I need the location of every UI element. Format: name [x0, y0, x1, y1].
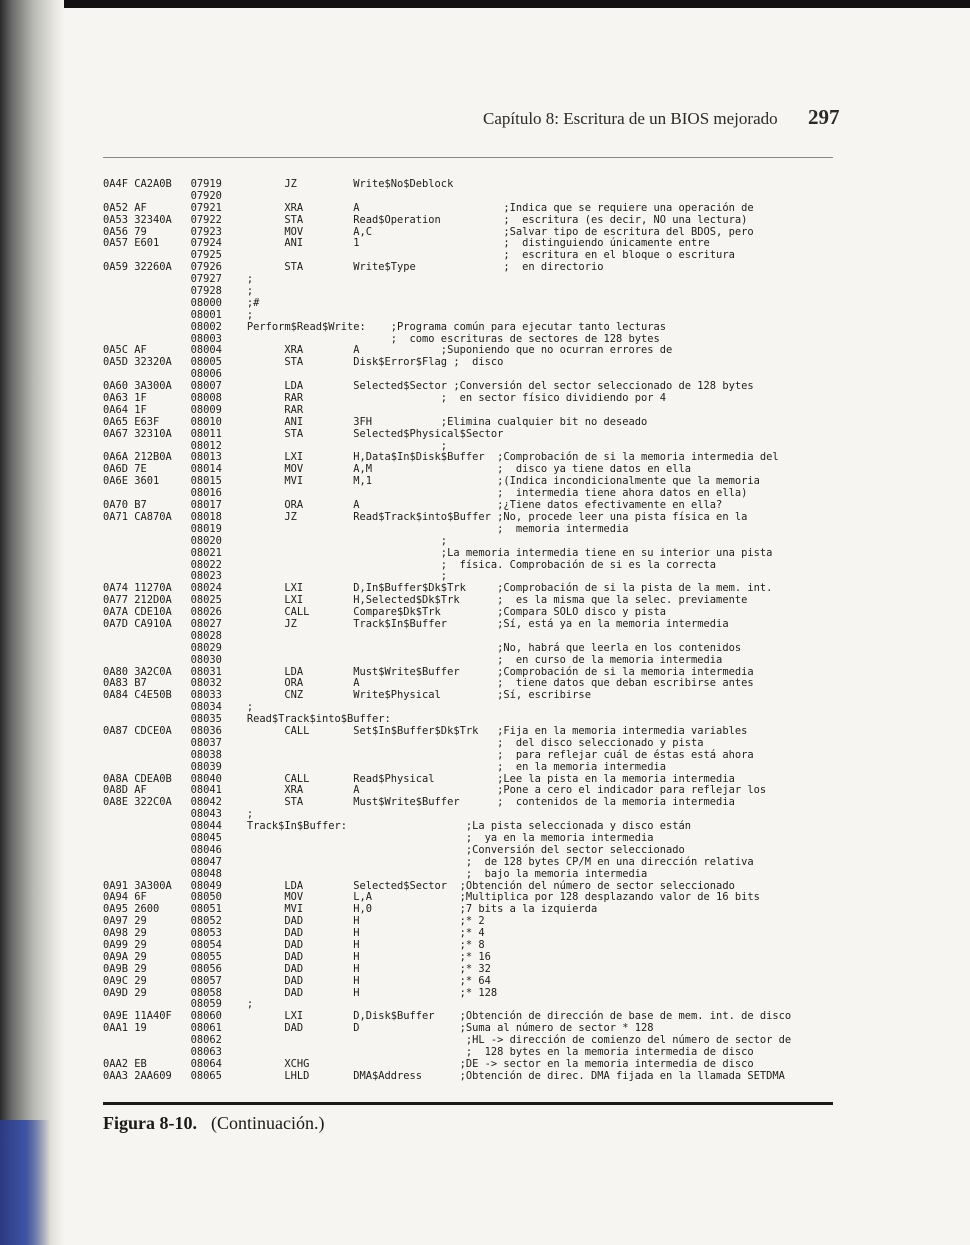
code-line: 0A9C 29 08057 DAD H ;* 64 — [103, 974, 491, 987]
page-number: 297 — [808, 105, 840, 129]
code-line: 08030 ; en curso de la memoria intermedia — [103, 653, 723, 666]
code-line: 08016 ; intermedia tiene ahora datos en ella) — [103, 487, 748, 500]
code-line: 08000 ;# — [103, 296, 260, 309]
code-line: 0A5D 32320A 08005 STA Disk$Error$Flag ; disco — [103, 356, 504, 369]
chapter-title: Capítulo 8: Escritura de un BIOS mejorado — [483, 109, 778, 128]
code-line: 08048 ; bajo la memoria intermedia — [103, 867, 648, 880]
code-line: 0A80 3A2C0A 08031 LDA Must$Write$Buffer ;Comprobación de si la memoria intermedia — [103, 665, 754, 678]
code-line: 08038 ; para reflejar cuál de éstas está ahora — [103, 748, 754, 761]
code-line: 0A6E 3601 08015 MVI M,1 ;(Indica incondicionalmente que la memoria — [103, 475, 760, 488]
code-line: 08035 Read$Track$into$Buffer: — [103, 713, 391, 726]
code-line: 0A52 AF 07921 XRA A ;Indica que se requiere una operación de — [103, 201, 754, 214]
page-header — [483, 105, 843, 135]
code-line: 08046 ;Conversión del sector seleccionado — [103, 843, 685, 856]
code-line: 0A53 32340A 07922 STA Read$Operation ; escritura (es decir, NO una lectura) — [103, 213, 748, 226]
code-line: 0AA1 19 08061 DAD D ;Suma al número de sector * 128 — [103, 1022, 654, 1035]
book-spine-edge — [0, 1120, 50, 1245]
code-line: 07925 ; escritura en el bloque o escritura — [103, 249, 735, 262]
code-line: 0A94 6F 08050 MOV L,A ;Multiplica por 128 desplazando valor de 16 bits — [103, 891, 760, 904]
code-line: 08003 ; como escrituras de sectores de 128 bytes — [103, 332, 660, 345]
code-line: 07920 — [103, 189, 222, 202]
code-line: 0A91 3A300A 08049 LDA Selected$Sector ;Obtención del número de sector seleccionado — [103, 879, 735, 892]
code-line: 08045 ; ya en la memoria intermedia — [103, 831, 654, 844]
code-line: 08006 — [103, 368, 222, 381]
code-line: 0A57 E601 07924 ANI 1 ; distinguiendo únicamente entre — [103, 237, 710, 250]
figure-label: Figura 8-10. — [103, 1113, 197, 1133]
code-line: 08034 ; — [103, 701, 254, 714]
code-line: 0A6D 7E 08014 MOV A,M ; disco ya tiene datos en ella — [103, 463, 692, 476]
code-line: 0A9D 29 08058 DAD H ;* 128 — [103, 986, 498, 999]
code-line: 08039 ; en la memoria intermedia — [103, 760, 667, 773]
code-listing-frame — [103, 157, 833, 1105]
code-line: 0A99 29 08054 DAD H ;* 8 — [103, 939, 485, 951]
code-line: 0AA2 EB 08064 XCHG ;DE -> sector en la memoria intermedia de disco — [103, 1057, 754, 1070]
code-line: 0A83 B7 08032 ORA A ; tiene datos que deban escribirse antes — [103, 677, 754, 690]
code-line: 08047 ; de 128 bytes CP/M en una dirección relativa — [103, 855, 754, 868]
code-line: 0A65 E63F 08010 ANI 3FH ;Elimina cualquier bit no deseado — [103, 415, 648, 428]
code-line: 08044 Track$In$Buffer: ;La pista seleccionada y disco están — [103, 820, 692, 833]
code-line: 0A8E 322C0A 08042 STA Must$Write$Buffer ; contenidos de la memoria intermedia — [103, 796, 735, 809]
code-line: 0A98 29 08053 DAD H ;* 4 — [103, 927, 485, 940]
figure-caption — [103, 1113, 324, 1137]
code-line: 0A87 CDCE0A 08036 CALL Set$In$Buffer$Dk$Trk ;Fija en la memoria intermedia variables — [103, 724, 748, 737]
code-line: 0A64 1F 08009 RAR — [103, 403, 304, 416]
code-line: 08012 ; — [103, 439, 448, 452]
code-line: 0A70 B7 08017 ORA A ;¿Tiene datos efectivamente en ella? — [103, 499, 723, 512]
code-line: 0A56 79 07923 MOV A,C ;Salvar tipo de escritura del BDOS, pero — [103, 225, 754, 238]
code-line: 0A6A 212B0A 08013 LXI H,Data$In$Disk$Buffer ;Comprobación de si la memoria intermedia del — [103, 451, 779, 464]
code-line: 0A9B 29 08056 DAD H ;* 32 — [103, 962, 491, 975]
code-line: 07928 ; — [103, 285, 254, 298]
code-line: 0A59 32260A 07926 STA Write$Type ; en directorio — [103, 261, 604, 274]
code-line: 0A5C AF 08004 XRA A ;Suponiendo que no ocurran errores de — [103, 344, 673, 357]
code-line: 08021 ;La memoria intermedia tiene en su interior una pista — [103, 546, 773, 559]
code-line: 0A74 11270A 08024 LXI D,In$Buffer$Dk$Trk ;Comprobación de si la pista de la mem. int. — [103, 582, 773, 595]
code-line: 08023 ; — [103, 570, 448, 583]
book-binding-shadow — [0, 0, 64, 1245]
code-line: 0A63 1F 08008 RAR ; en sector físico dividiendo por 4 — [103, 392, 667, 405]
code-line: 08019 ; memoria intermedia — [103, 522, 629, 535]
code-line: 0A8D AF 08041 XRA A ;Pone a cero el indicador para reflejar los — [103, 784, 767, 797]
code-line: 08063 ; 128 bytes en la memoria intermedia de disco — [103, 1046, 754, 1059]
code-line: 0AA3 2AA609 08065 LHLD DMA$Address ;Obtención de direc. DMA fijada en la llamada SETDMA — [103, 1069, 785, 1082]
code-line: 0A71 CA870A 08018 JZ Read$Track$into$Buffer ;No, procede leer una pista física en la — [103, 510, 748, 523]
code-line: 08043 ; — [103, 808, 254, 821]
code-line: 08020 ; — [103, 534, 448, 547]
code-line: 07927 ; — [103, 273, 254, 286]
code-line: 0A60 3A300A 08007 LDA Selected$Sector ;Conversión del sector seleccionado de 128 bytes — [103, 380, 754, 393]
code-line: 08037 ; del disco seleccionado y pista — [103, 736, 704, 749]
code-line: 08028 — [103, 629, 222, 642]
code-line: 08022 ; física. Comprobación de si es la correcta — [103, 558, 717, 571]
code-line: 0A67 32310A 08011 STA Selected$Physical$Sector — [103, 427, 504, 440]
code-line: 0A9A 29 08055 DAD H ;* 16 — [103, 950, 491, 963]
page-top-edge — [0, 0, 970, 8]
figure-caption-text: (Continuación.) — [211, 1113, 325, 1133]
code-line: 0A9E 11A40F 08060 LXI D,Disk$Buffer ;Obtención de dirección de base de mem. int. de disco — [103, 1010, 792, 1023]
code-line: 0A84 C4E50B 08033 CNZ Write$Physical ;Sí, escribirse — [103, 689, 591, 702]
code-line: 0A8A CDEA0B 08040 CALL Read$Physical ;Lee la pista en la memoria intermedia — [103, 772, 735, 785]
code-line: 08001 ; — [103, 308, 254, 321]
code-line: 0A7A CDE10A 08026 CALL Compare$Dk$Trk ;Compara SOLO disco y pista — [103, 606, 667, 619]
code-line: 08062 ;HL -> dirección de comienzo del número de sector de — [103, 1034, 792, 1047]
code-line: 0A95 2600 08051 MVI H,0 ;7 bits a la izquierda — [103, 903, 598, 916]
code-listing — [103, 179, 791, 1083]
code-line: 08002 Perform$Read$Write: ;Programa común para ejecutar tanto lecturas — [103, 320, 667, 333]
code-line: 0A4F CA2A0B 07919 JZ Write$No$Deblock — [103, 178, 454, 190]
code-line: 0A77 212D0A 08025 LXI H,Selected$Dk$Trk ; es la misma que la selec. previamente — [103, 594, 748, 607]
code-line: 08059 ; — [103, 998, 254, 1011]
code-line: 0A97 29 08052 DAD H ;* 2 — [103, 915, 485, 928]
code-line: 08029 ;No, habrá que leerla en los contenidos — [103, 641, 742, 654]
code-line: 0A7D CA910A 08027 JZ Track$In$Buffer ;Sí, está ya en la memoria intermedia — [103, 617, 729, 630]
